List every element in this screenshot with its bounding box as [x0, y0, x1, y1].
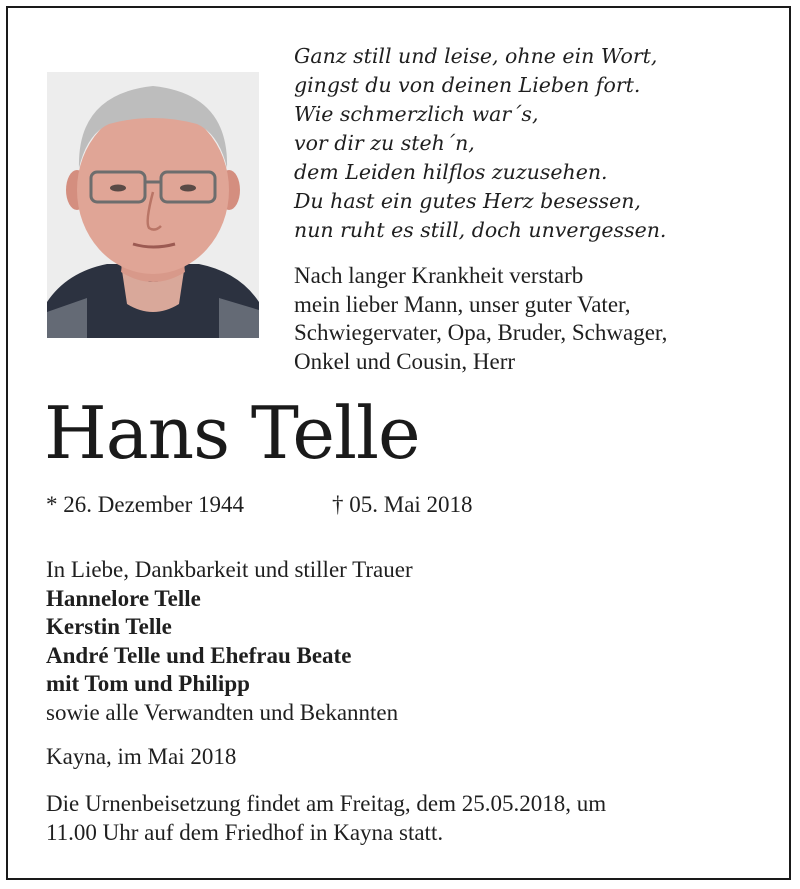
mourner-name: Kerstin Telle [46, 614, 172, 639]
intro-line: mein lieber Mann, unser guter Vater, [294, 291, 631, 317]
mourner-name: Hannelore Telle [46, 585, 201, 611]
intro-line: Schwiegervater, Opa, Bruder, Schwager, [294, 320, 668, 345]
poem-line: nun ruht es still, doch unvergessen. [294, 218, 667, 242]
death-date: † 05. Mai 2018 [332, 492, 473, 517]
deceased-name: Hans Telle [44, 391, 420, 475]
poem-line: Wie schmerzlich war´s, [294, 102, 539, 126]
mourner-name: mit Tom und Philipp [46, 671, 250, 696]
intro-line: Onkel und Cousin, Herr [294, 348, 516, 374]
death-announcement-intro [294, 262, 774, 376]
mourning-closing: sowie alle Verwandten und Bekannten [46, 699, 399, 725]
poem-line: dem Leiden hilflos zuzusehen. [294, 160, 608, 184]
poem-line: vor dir zu steh´n, [294, 131, 475, 155]
mourning-opening: In Liebe, Dankbarkeit und stiller Trauer [46, 557, 413, 582]
poem-line: gingst du von deinen Lieben fort. [294, 73, 641, 97]
funeral-information [46, 790, 746, 847]
funeral-line: Die Urnenbeisetzung findet am Freitag, dem 25.05.2018, um [46, 791, 607, 816]
mourner-name: André Telle und Ehefrau Beate [46, 642, 352, 668]
poem [294, 42, 774, 245]
poem-line: Du hast ein gutes Herz besessen, [294, 189, 641, 213]
mourners-block [46, 556, 746, 727]
place-and-date: Kayna, im Mai 2018 [46, 744, 237, 769]
portrait-photo-illustration [47, 72, 259, 338]
poem-line: Ganz still und leise, ohne ein Wort, [294, 44, 658, 68]
birth-date: * 26. Dezember 1944 [46, 492, 244, 517]
portrait-photo [47, 72, 259, 338]
funeral-line: 11.00 Uhr auf dem Friedhof in Kayna statt. [46, 819, 444, 845]
life-dates [46, 490, 473, 520]
intro-line: Nach langer Krankheit verstarb [294, 263, 584, 288]
